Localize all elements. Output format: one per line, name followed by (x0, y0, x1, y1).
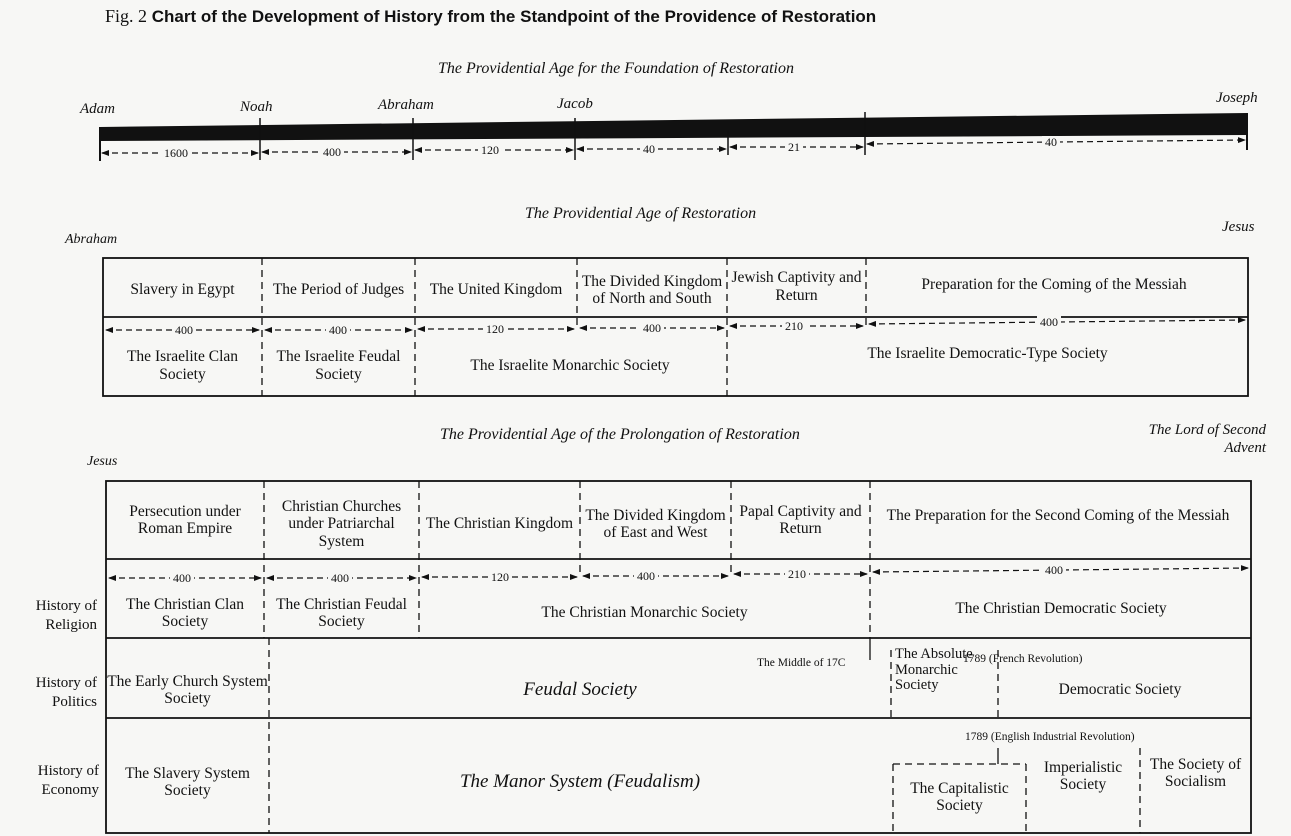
name-jesus-end: Jesus (1222, 219, 1255, 235)
economy-cell: The Slavery System Society (125, 764, 250, 799)
period-cell: The United Kingdom (429, 281, 563, 299)
society-cell: The Israelite Democratic-Type Society (867, 345, 1108, 363)
period-cell: The Christian Kingdom (425, 515, 574, 533)
period-cell: The Period of Judges (272, 281, 405, 299)
figure-title-text: Chart of the Development of History from the Standpoint of the Providence of Restoration (151, 7, 877, 26)
annotation-english-industrial-revolution: 1789 (English Industrial Revolution) (965, 731, 1135, 743)
period-cell: Preparation for the Coming of the Messiah (921, 276, 1187, 294)
economy-cell: Imperialistic Society (1043, 758, 1123, 793)
annotation-mid-17c: The Middle of 17C (757, 657, 846, 669)
foundation-timeline (100, 112, 1247, 161)
years-label: 400 (640, 322, 664, 334)
religion-cell: The Christian Clan Society (126, 595, 244, 630)
prolongation-heading: The Providential Age of the Prolongation of Restoration (440, 426, 800, 443)
name-abraham-start: Abraham (65, 232, 118, 247)
years-label: 21 (785, 141, 803, 153)
years-label: 210 (785, 568, 809, 580)
name-abraham: Abraham (378, 97, 434, 113)
row-label-politics: History of Politics (35, 675, 97, 710)
years-label: 400 (320, 146, 344, 158)
society-cell: The Israelite Clan Society (126, 348, 239, 383)
years-label: 400 (170, 572, 194, 584)
name-jacob: Jacob (557, 96, 593, 112)
period-cell: Persecution under Roman Empire (129, 502, 241, 537)
years-label: 400 (1037, 316, 1061, 328)
period-cell: Papal Captivity and Return (739, 502, 862, 537)
years-label: 210 (782, 320, 806, 332)
economy-cell: The Manor System (Feudalism) (459, 771, 701, 793)
years-label: 400 (328, 572, 352, 584)
years-label: 120 (488, 571, 512, 583)
period-cell: Slavery in Egypt (130, 281, 235, 299)
society-cell: The Israelite Monarchic Society (470, 356, 670, 374)
years-label: 1600 (161, 147, 191, 159)
name-adam: Adam (80, 101, 115, 117)
politics-cell: The Absolute Monarchic Society (895, 646, 973, 694)
period-cell: The Divided Kingdom of East and West (585, 506, 726, 541)
foundation-heading: The Providential Age for the Foundation of Restoration (438, 60, 794, 77)
name-lord-second-advent: The Lord of Second Advent (1148, 422, 1266, 456)
years-label: 120 (478, 144, 502, 156)
religion-cell: The Christian Feudal Society (276, 595, 407, 630)
period-cell: Christian Churches under Patriarchal System (281, 497, 402, 550)
religion-cell: The Christian Democratic Society (955, 600, 1167, 618)
politics-cell: Feudal Society (523, 679, 637, 701)
economy-cell: The Capitalistic Society (910, 779, 1009, 814)
period-cell: Jewish Captivity and Return (731, 269, 862, 304)
years-label: 400 (1042, 564, 1066, 576)
years-label: 40 (1042, 136, 1060, 148)
figure-title (105, 6, 876, 27)
religion-cell: The Christian Monarchic Society (541, 604, 748, 622)
years-label: 40 (640, 143, 658, 155)
society-cell: The Israelite Feudal Society (276, 348, 401, 383)
figure-number: Fig. 2 (105, 6, 148, 26)
restoration-heading: The Providential Age of Restoration (525, 205, 757, 222)
annotation-french-revolution: 1789 (French Revolution) (963, 653, 1083, 665)
politics-cell: The Early Church System Society (107, 672, 268, 707)
name-joseph: Joseph (1216, 90, 1258, 106)
period-cell: The Divided Kingdom of North and South (581, 272, 723, 307)
economy-cell: The Society of Socialism (1149, 755, 1242, 790)
years-label: 400 (172, 324, 196, 336)
row-label-economy: History of Economy (37, 763, 99, 798)
years-label: 400 (326, 324, 350, 336)
years-label: 120 (483, 323, 507, 335)
row-label-religion: History of Religion (35, 598, 97, 633)
years-label: 400 (634, 570, 658, 582)
name-jesus-start: Jesus (87, 454, 118, 469)
politics-cell: Democratic Society (1058, 681, 1182, 699)
period-cell: The Preparation for the Second Coming of the Messiah (886, 507, 1230, 525)
name-noah: Noah (240, 99, 273, 115)
